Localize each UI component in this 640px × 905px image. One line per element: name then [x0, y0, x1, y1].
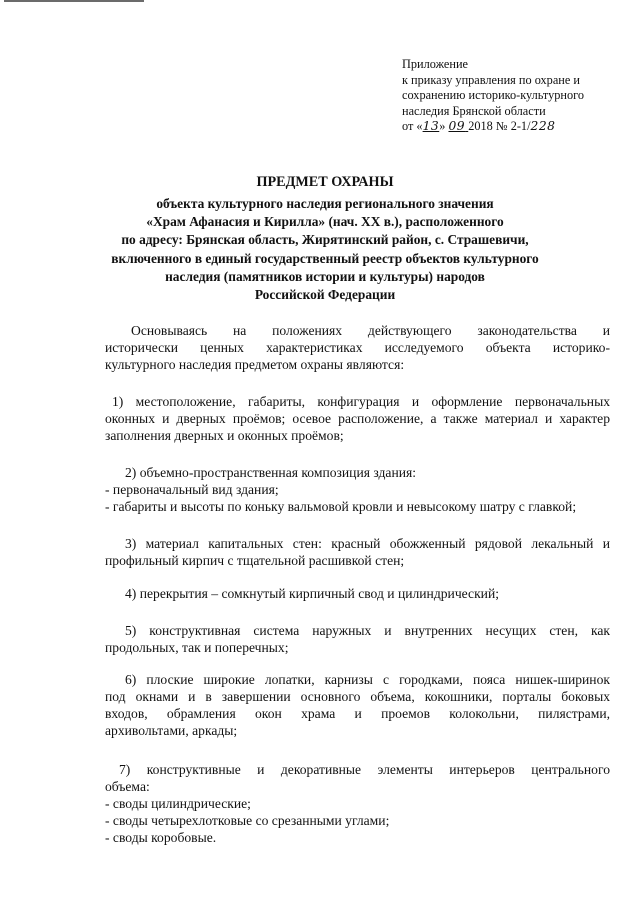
paragraph-line: входов, обрамления окон храма и проемов колокольни, пилястрами,: [105, 706, 610, 721]
subtitle-line: «Храм Афанасия и Кирилла» (нач. XX в.), расположенного: [146, 214, 504, 230]
appendix-date-line: [402, 119, 634, 135]
paragraph-line: 5) конструктивная система наружных и внутренних несущих стен, как: [125, 623, 610, 638]
subtitle-line: объекта культурного наследия регионального значения: [156, 196, 494, 211]
list-item: [105, 464, 610, 515]
paragraph-line: под окнами и в завершении основного объема, кокошники, порталы боковых: [105, 689, 610, 704]
paragraph-line: - габариты и высоты по коньку вальмовой кровли и невысокому шатру с главкой;: [105, 499, 577, 514]
paragraph-line: - своды четырехлотковые со срезанными углами;: [105, 813, 390, 828]
document-title: ПРЕДМЕТ ОХРАНЫ: [256, 174, 394, 190]
paragraph-line: продольных, так и поперечных;: [105, 640, 289, 655]
paragraph-line: Основываясь на положениях действующего законодательства и: [131, 323, 610, 338]
paragraph-line: 4) перекрытия – сомкнутый кирпичный свод и цилиндрический;: [125, 586, 499, 601]
scan-edge-mark: [4, 0, 144, 2]
appendix-line: сохранению историко-культурного: [402, 88, 585, 102]
paragraph-line: 6) плоские широкие лопатки, карнизы с городками, пояса нишек-ширинок: [125, 672, 610, 687]
appendix-line: Приложение: [402, 57, 468, 71]
paragraph-line: оконных и дверных проёмов; осевое расположение, а также материал и характер: [105, 411, 610, 426]
paragraph-line: культурного наследия предметом охраны являются:: [105, 357, 405, 372]
appendix-line: к приказу управления по охране и: [402, 72, 580, 87]
date-mid: »: [439, 119, 446, 133]
paragraph-line: архивольтами, аркады;: [105, 723, 238, 738]
list-item: [105, 535, 610, 569]
appendix-line: наследия Брянской области: [402, 103, 546, 118]
paragraph-line: 7) конструктивные и декоративные элементы интерьеров центрального: [119, 762, 610, 777]
subtitle-line: включенного в единый государственный реестр объектов культурного: [111, 250, 539, 266]
subtitle-line: по адресу: Брянская область, Жирятинский район, с. Страшевичи,: [121, 232, 529, 248]
paragraph-line: заполнения дверных и оконных проёмов;: [105, 428, 344, 443]
list-item: [105, 585, 610, 602]
paragraph-line: - своды цилиндрические;: [105, 796, 251, 811]
date-prefix: от «: [402, 119, 423, 133]
list-item: [105, 393, 610, 444]
handwritten-month: 09: [448, 119, 466, 133]
paragraph-line: 3) материал капитальных стен: красный обожженный рядовой лекальный и: [125, 536, 610, 551]
subtitle-line: Российской Федерации: [254, 287, 396, 303]
paragraph-line: объема:: [105, 779, 150, 794]
list-item: [105, 671, 610, 739]
appendix-header: [402, 57, 634, 135]
paragraph-line: 2) объемно-пространственная композиция здания:: [125, 465, 417, 480]
paragraph-line: - первоначальный вид здания;: [105, 482, 279, 497]
paragraph-line: профильный кирпич с тщательной расшивкой стен;: [105, 553, 405, 568]
intro-paragraph: [105, 322, 610, 373]
handwritten-day: 13: [422, 119, 440, 133]
paragraph-line: 1) местоположение, габариты, конфигурация и оформление первоначальных: [112, 394, 610, 409]
list-item: [105, 622, 610, 656]
list-item: [105, 761, 610, 846]
paragraph-line: исторически ценных характеристиках исследуемого объекта историко-: [105, 340, 610, 355]
year-number-prefix: 2018 № 2-1/: [468, 119, 531, 133]
handwritten-order-number: 228: [530, 119, 556, 133]
document-subtitle: [40, 195, 610, 304]
document-title-block: [40, 172, 610, 304]
paragraph-line: - своды коробовые.: [105, 830, 217, 845]
subtitle-line: наследия (памятников истории и культуры) народов: [165, 268, 485, 284]
